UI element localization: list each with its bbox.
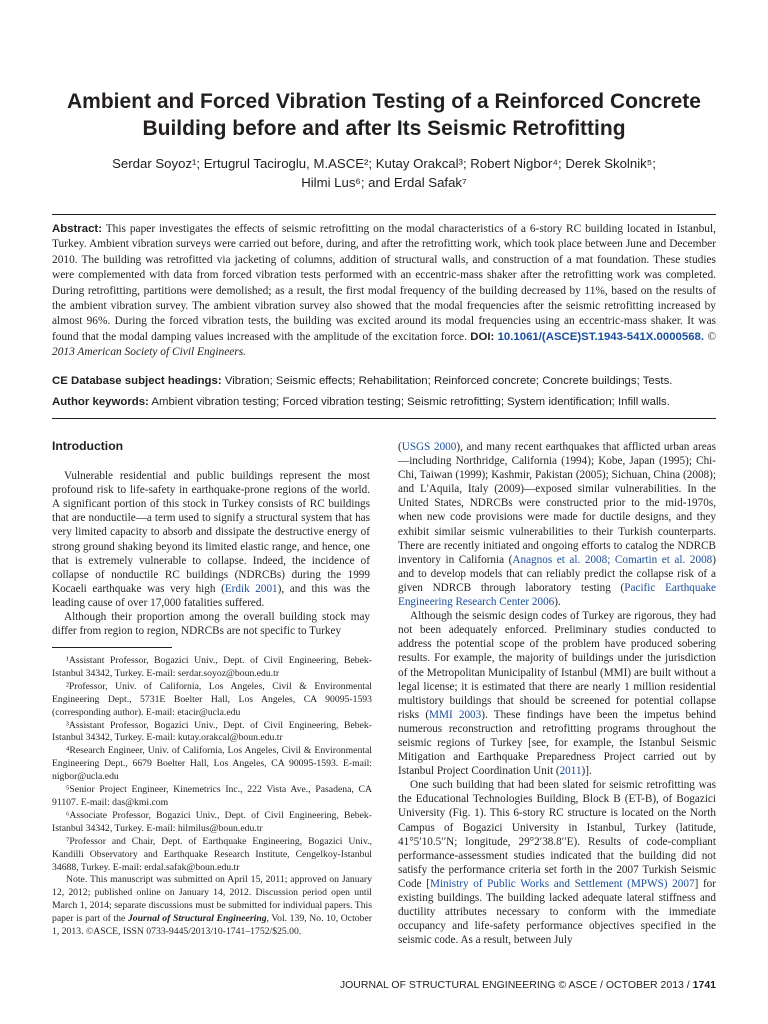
right-column bbox=[398, 440, 716, 947]
footnote-2: ²Professor, Univ. of California, Los Angeles, Civil & Environmental Engineering Dept., 5731E Boelter Hall, Los Angeles, CA 90095-1593 (corresponding author). E-mail: etacir@ucla.edu bbox=[52, 680, 372, 718]
citation-link[interactable]: Erdik 2001 bbox=[224, 582, 278, 595]
author-keywords-label: Author keywords: bbox=[52, 396, 149, 408]
page-footer bbox=[340, 979, 716, 991]
footnote-4: ⁴Research Engineer, Univ. of California, Los Angeles, Civil & Environmental Engineering Dept., 6679 Boelter Hall, Los Angeles, CA 90095-1593. E-mail: nigbor@ucla.edu bbox=[52, 745, 372, 783]
journal-name: Journal of Structural Engineering bbox=[127, 913, 267, 925]
footnote-rule bbox=[52, 647, 172, 648]
abstract-top-rule bbox=[52, 214, 716, 215]
author-line-1: Serdar Soyoz¹; Ertugrul Taciroglu, M.ASCE²; Kutay Orakcal³; Robert Nigbor⁴; Derek Skolnik⁵; bbox=[112, 156, 656, 171]
subject-headings bbox=[52, 374, 716, 389]
copyright: © 2013 American Society of Civil Engineers. bbox=[52, 330, 716, 359]
citation-link[interactable]: USGS 2000 bbox=[401, 441, 457, 453]
abstract bbox=[52, 222, 716, 361]
citation-link[interactable]: Pacific Earthquake Engineering Research Center 2006 bbox=[398, 581, 717, 609]
footnote-5: ⁵Senior Project Engineer, Kinemetrics Inc., 222 Vista Ave., Pasadena, CA 91107. E-mail: das@kmi.com bbox=[52, 784, 372, 808]
footnotes bbox=[52, 655, 372, 939]
doi-link[interactable]: 10.1061/(ASCE)ST.1943-541X.0000568. bbox=[497, 330, 705, 343]
citation-link[interactable]: Anagnos et al. 2008; Comartin et al. 2008 bbox=[512, 553, 713, 566]
citation-link[interactable]: MMI 2003 bbox=[429, 708, 482, 721]
subject-headings-label: CE Database subject headings: bbox=[52, 375, 222, 387]
right-paragraph-2: Although the seismic design codes of Turkey are rigorous, they had not been adequately enforced. Preliminary studies conducted to address the potential scope of the problem have produced sobering results. For example, the majority of buildings under the jurisdiction of the Metropolitan Municipality of Istanbul (MMI) are built without a legal license; it is estimated that there are nearly 1 million residential multistory buildings that should be screened for potential collapse risks (MMI 2003). These findings have been the impetus behind numerous reconstruction and retrofitting programs throughout the seismic regions of Turkey [see, for example, the Istanbul Seismic Mitigation and Earthquake Preparedness Project carried out by Istanbul Project Coordination Unit (2011)]. bbox=[398, 610, 716, 778]
author-keywords bbox=[52, 395, 716, 410]
abstract-bottom-rule bbox=[52, 418, 716, 419]
footnote-1: ¹Assistant Professor, Bogazici Univ., Dept. of Civil Engineering, Bebek-Istanbul 34342, Turkey. E-mail: serdar.soyoz@boun.edu.tr bbox=[52, 655, 372, 679]
author-keywords-text: Ambient vibration testing; Forced vibration testing; Seismic retrofitting; System identification; Infill walls. bbox=[151, 396, 670, 408]
doi-label: DOI: bbox=[470, 330, 495, 343]
subject-headings-text: Vibration; Seismic effects; Rehabilitation; Reinforced concrete; Concrete buildings; Tests. bbox=[224, 375, 673, 387]
footnote-7: ⁷Professor and Chair, Dept. of Earthquake Engineering, Bogazici Univ., Kandilli Observatory and Earthquake Research Institute, Cengelkoy-Istanbul 34688, Turkey. E-mail: erdal.safak@boun.edu.tr bbox=[52, 835, 372, 873]
citation-link[interactable]: 2011 bbox=[559, 765, 582, 778]
abstract-label: Abstract: bbox=[52, 223, 103, 235]
footer-journal: JOURNAL OF STRUCTURAL ENGINEERING © ASCE / OCTOBER 2013 / bbox=[339, 979, 690, 991]
intro-paragraph-1: Vulnerable residential and public buildings represent the most profound risk to life-safety in earthquake-prone regions of the world. A significant portion of this stock in Turkey consists of RC buildings that are nonductile—a term used to signify a structural system that has very limited capacity to absorb and dissipate the destructive energy of strong ground shaking beyond its limited elastic range, and hence, one that is extremely vulnerable to collapse. Indeed, the incidence of collapse of nonductile RC buildings (NDRCBs) during the 1999 Kocaeli earthquake was very high (Erdik 2001), and this was the leading cause of over 17,000 fatalities suffered. bbox=[52, 470, 371, 609]
submission-note: Note. This manuscript was submitted on April 15, 2011; approved on January 12, 2012; published online on January 14, 2012. Discussion period open until March 1, 2014; separate discussions must be submitted for individual papers. This paper is part of the Journal of Structural Engineering, Vol. 139, No. 10, October 1, 2013. ©ASCE, ISSN 0733-9445/2013/10-1741–1752/$25.00. bbox=[52, 874, 372, 938]
left-column bbox=[52, 439, 370, 638]
citation-link[interactable]: Ministry of Public Works and Settlement (MPWS) 2007 bbox=[430, 877, 695, 890]
author-list bbox=[60, 154, 708, 192]
footnote-6: ⁶Associate Professor, Bogazici Univ., Dept. of Civil Engineering, Bebek-Istanbul 34342, Turkey. E-mail: hilmilus@boun.edu.tr bbox=[52, 809, 372, 834]
footnote-3: ³Assistant Professor, Bogazici Univ., Dept. of Civil Engineering, Bebek-Istanbul 34342, Turkey. E-mail: kutay.orakcal@boun.edu.tr bbox=[52, 719, 372, 744]
intro-paragraph-2: Although their proportion among the overall building stock may differ from region to region, NDRCBs are not specific to Turkey bbox=[52, 611, 370, 638]
right-paragraph-3: One such building that had been slated for seismic retrofitting was the Educational Technologies Building, Block B (ET-B), of Bogazici University (Fig. 1). This 6-story RC structure is located on the North Campus of Bogazici University in Istanbul, Turkey (latitude, 41°5′10.5′′N; longitude, 29°2′38.8′′E). Results of code-compliant performance-assessment studies indicated that the building did not satisfy the performance criteria set forth in the 2007 Turkish Seismic Code [Ministry of Public Works and Settlement (MPWS) 2007] for existing buildings. The building lacked adequate lateral stiffness and ductility attributes necessary to conform with the immediate occupancy and life-safety performance objectives specified in the seismic code. As a result, between July bbox=[398, 779, 716, 947]
paper-title: Ambient and Forced Vibration Testing of a Reinforced Concrete Building before and after Its Seismic Retrofitting bbox=[67, 90, 701, 140]
right-paragraph-1: (USGS 2000), and many recent earthquakes that afflicted urban areas—including Northridge, California (1994); Kobe, Japan (1995); Chi-Chi, Taiwan (1999); Kashmir, Pakistan (2005); Sichuan, China (2008); and L'Aquila, Italy (2009)—exposed similar vulnerabilities. In the United States, NDRCBs were constructed prior to the mid-1970s, when new code provisions were made for ductile designs, and they exhibit similar seismic vulnerabilities to their Turkish counterparts. There are recently initiated and ongoing efforts to catalog the NDRCB inventory in California (Anagnos et al. 2008; Comartin et al. 2008) and to develop models that can reliably predict the collapse risk of a given NDRCB through laboratory testing (Pacific Earthquake Engineering Research Center 2006). bbox=[398, 441, 717, 609]
section-heading-introduction: Introduction bbox=[52, 439, 124, 453]
author-line-2: Hilmi Lus⁶; and Erdal Safak⁷ bbox=[301, 175, 467, 190]
abstract-text: This paper investigates the effects of seismic retrofitting on the modal characteristics of a 6-story RC building located in Istanbul, Turkey. Ambient vibration surveys were carried out before, during, and after the retrofitting work, which took place between June and December 2010. The building was retrofitted via jacketing of columns, addition of structural walls, and construction of a mat foundation. These studies were complemented with data from forced vibration tests performed with an eccentric-mass shaker after the retrofitting work was completed. During retrofitting, partitions were demolished; as a result, the first modal frequency of the building decreased by 11%, based on the results of the ambient vibration survey. The ambient vibration survey also showed that the modal frequencies after the seismic retrofitting increased by almost 96%. During the forced vibration tests, the building was excited around its modal frequencies using an eccentric-mass shaker. It was found that the modal damping values increased with the amplitude of the excitation force. bbox=[52, 223, 716, 343]
page-number: 1741 bbox=[692, 979, 716, 991]
